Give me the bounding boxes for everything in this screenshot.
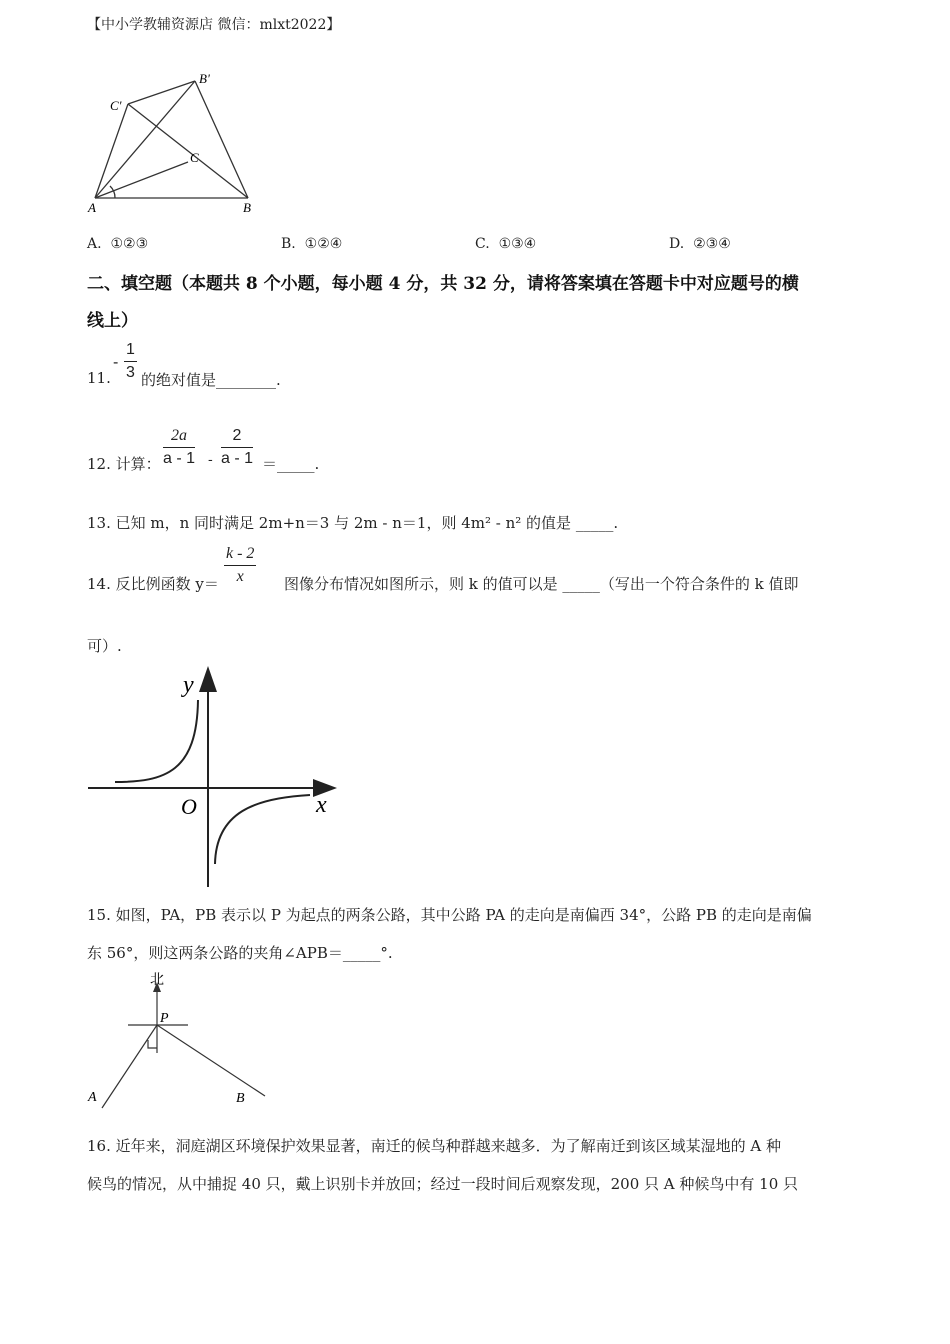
section-heading-line2: 线上）: [87, 311, 138, 331]
curve-second-quadrant: [115, 700, 198, 782]
point-b-label: B: [236, 1091, 245, 1106]
curve-fourth-quadrant: [215, 795, 310, 864]
page-header: 【中小学教辅资源店 微信：mlxt2022】: [87, 17, 341, 33]
q14-line2: 可）.: [87, 637, 122, 655]
q14-prefix: 14. 反比例函数 y＝: [87, 575, 219, 593]
q11-sign: -: [113, 354, 119, 371]
hyperbola-graph: [85, 662, 345, 892]
label-c-prime: C': [110, 98, 122, 113]
q11-number: 11.: [87, 369, 111, 387]
north-label: 北: [150, 973, 164, 988]
option-b: B. ①②④: [281, 236, 343, 252]
q12-fraction1: 2a a - 1: [163, 427, 196, 467]
option-a: A. ①②③: [87, 236, 149, 252]
q15-line1: 15. 如图，PA，PB 表示以 P 为起点的两条公路，其中公路 PA 的走向是南偏西 34°，公路 PB 的走向是南偏: [87, 906, 812, 924]
q12-fraction2: 2 a - 1: [221, 427, 254, 467]
segment-ac-prime: [95, 104, 128, 198]
q14-suffix: 图像分布情况如图所示，则 k 的值可以是 _____（写出一个符合条件的 k 值即: [284, 575, 799, 593]
q16-line1: 16. 近年来，洞庭湖区环境保护效果显著，南迁的候鸟种群越来越多．为了解南迁到该区域某湿地的 A 种: [87, 1137, 781, 1155]
q14-fraction: k - 2 x: [226, 545, 255, 585]
q11-text: 的绝对值是________.: [141, 371, 281, 389]
section-heading-line1: 二、填空题（本题共 8 个小题，每小题 4 分，共 32 分，请将答案填在答题卡中对应题号的横: [87, 274, 799, 294]
point-a-label: A: [88, 1090, 97, 1105]
compass-figure: [82, 968, 282, 1116]
q16-line2: 候鸟的情况，从中捕捉 40 只，戴上识别卡并放回；经过一段时间后观察发现，200 只 A 种候鸟中有 10 只: [87, 1175, 799, 1193]
q13-text: 13. 已知 m，n 同时满足 2m+n＝3 与 2m - n＝1，则 4m² - n² 的值是 _____.: [87, 514, 619, 532]
segment-ac: [95, 162, 188, 198]
quadrilateral-figure: [80, 66, 270, 221]
right-angle-mark: [148, 1040, 157, 1048]
segment-b-prime-b: [195, 81, 248, 198]
option-c: C. ①③④: [475, 236, 537, 252]
label-a: A: [88, 200, 96, 215]
road-pa: [102, 1025, 157, 1108]
q12-suffix: ＝_____.: [262, 455, 320, 473]
option-d: D. ②③④: [669, 236, 731, 252]
q11-fraction: 1 3: [126, 341, 135, 381]
q15-line2: 东 56°，则这两条公路的夹角∠APB＝_____°.: [87, 944, 393, 962]
q12-minus: -: [208, 452, 213, 468]
segment-c-prime-b: [128, 104, 248, 198]
road-pb: [157, 1025, 265, 1096]
label-c: C: [190, 150, 199, 165]
q12-prefix: 12. 计算：: [87, 455, 161, 473]
y-axis-label: y: [183, 672, 194, 698]
x-axis-label: x: [316, 792, 327, 818]
label-b-prime: B': [199, 71, 210, 86]
y-axis-arrow: [199, 666, 217, 692]
point-p-label: P: [160, 1011, 169, 1026]
label-b: B: [243, 200, 251, 215]
origin-label: O: [181, 794, 197, 819]
